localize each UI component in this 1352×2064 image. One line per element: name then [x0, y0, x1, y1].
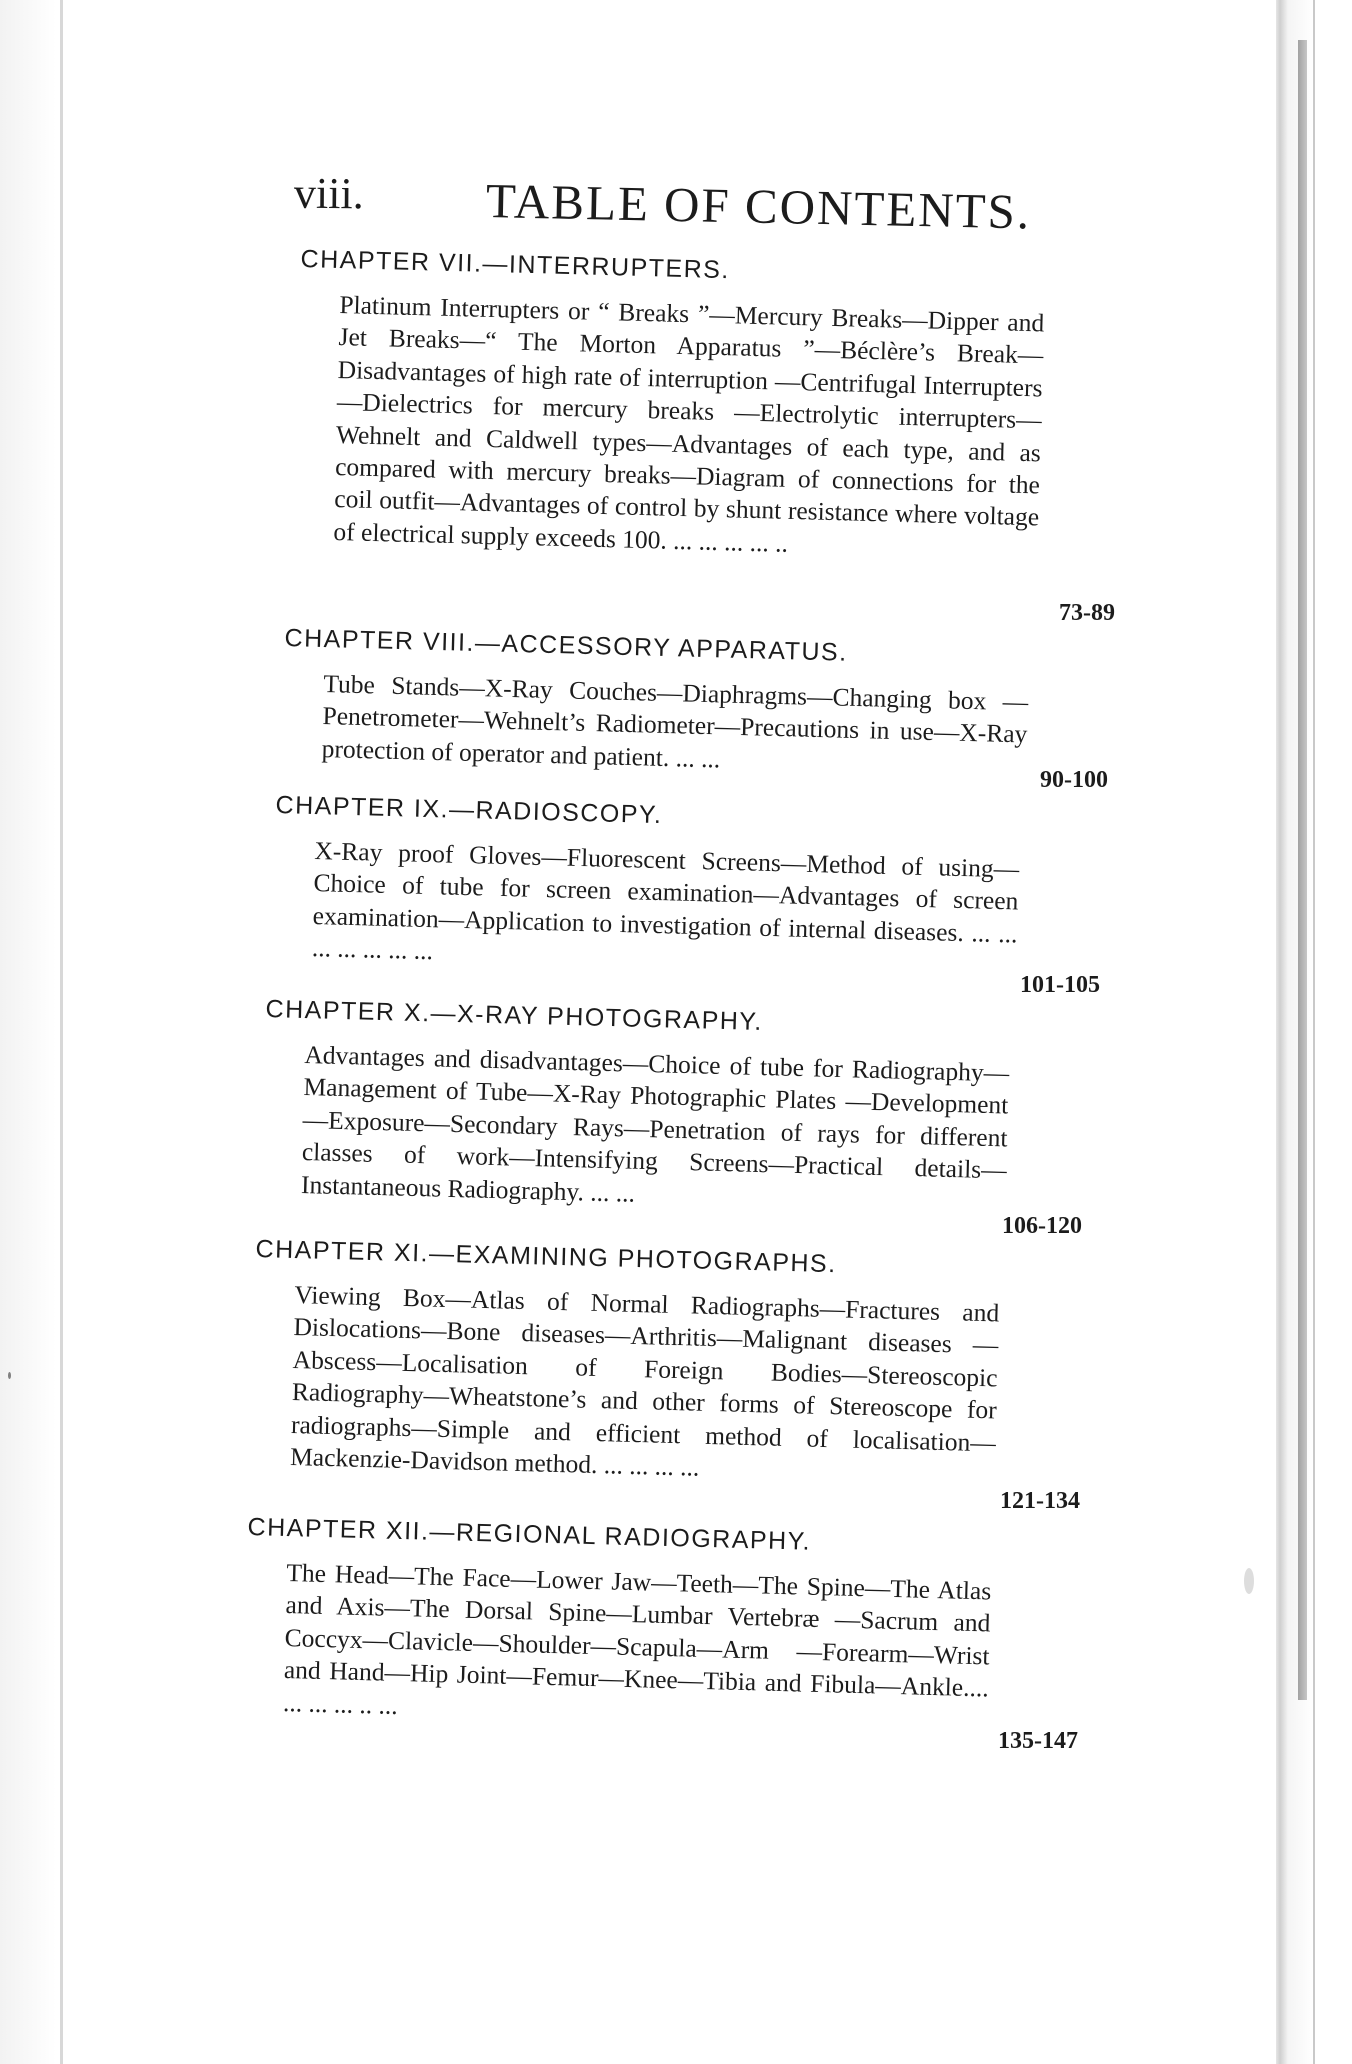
chapter-heading: CHAPTER IX.—RADIOSCOPY.	[275, 791, 663, 830]
chapter-entry-xii	[243, 1513, 993, 1737]
chapter-entry-viii	[281, 624, 1029, 784]
chapter-page-range: 101-105	[1020, 972, 1100, 998]
chapter-entry-xi	[250, 1235, 1001, 1492]
scan-left-margin	[0, 0, 56, 2064]
chapter-page-range: 106-120	[1002, 1213, 1082, 1239]
chapter-description: Viewing Box—Atlas of Normal Radiographs—Fractures and Dislocations—Bone diseases—Arthritis—Malignant diseases —Abscess—Localisation of Foreign Bodies—Stereoscopic Radiography—Wheatstone’s and other forms of Stereoscope for radiographs—Simple and efficient method of localisation—Mackenzie-Davidson method. ... ... ... ...	[289, 1280, 1000, 1482]
chapter-heading: CHAPTER VIII.—ACCESSORY APPARATUS.	[284, 624, 848, 667]
chapter-page-range: 73-89	[1059, 600, 1115, 626]
chapter-heading: CHAPTER XII.—REGIONAL RADIOGRAPHY.	[247, 1513, 812, 1556]
chapter-page-range: 90-100	[1040, 767, 1108, 793]
page-title: TABLE OF CONTENTS.	[485, 173, 1032, 240]
chapter-page-range: 135-147	[998, 1728, 1078, 1754]
scan-speck	[8, 1372, 11, 1379]
chapter-heading: CHAPTER XI.—EXAMINING PHOTOGRAPHS.	[255, 1235, 837, 1279]
chapter-description: X-Ray proof Gloves—Fluorescent Screens—Method of using—Choice of tube for screen examination—Advantages of screen examination—Application to investigation of internal diseases. ... ... ... ... ... ... ...	[311, 836, 1020, 966]
chapter-entry-vii	[293, 245, 1046, 567]
chapter-description: Platinum Interrupters or “ Breaks ”—Mercury Breaks—Dipper and Jet Breaks—“ The Morton Apparatus ”—Béclère’s Break—Disadvantages of high rate of interruption —Centrifugal Interrupters—Dielectrics for mercury breaks —Electrolytic interrupters—Wehnelt and Caldwell types—Advantages of each type, and as compared with mercury breaks—Diagram of connections for the coil outfit—Advantages of control by shunt resistance where voltage of electrical supply exceeds 100. ... ... ... ... ..	[333, 290, 1045, 558]
chapter-heading: CHAPTER VII.—INTERRUPTERS.	[300, 245, 731, 285]
page-edge-strip	[1298, 40, 1307, 1700]
chapter-description: Tube Stands—X-Ray Couches—Diaphragms—Changing box —Penetrometer—Wehnelt’s Radiometer—Precautions in use—X-Ray protection of operator and patient. ... ...	[321, 669, 1029, 774]
chapter-description: Advantages and disadvantages—Choice of tube for Radiography—Management of Tube—X-Ray Photographic Plates —Development—Exposure—Secondary Rays—Penetration of rays for different classes of work—Intensifying Screens—Practical details—Instantaneous Radiography. ... ...	[300, 1040, 1010, 1208]
chapter-page-range: 121-134	[1000, 1488, 1080, 1514]
page-number: viii.	[293, 168, 364, 219]
scan-speck	[1244, 1568, 1254, 1594]
page-fold-shadow	[1276, 0, 1313, 2064]
chapter-heading: CHAPTER X.—X-RAY PHOTOGRAPHY.	[265, 995, 764, 1037]
chapter-entry-ix	[271, 791, 1020, 983]
chapter-entry-x	[261, 995, 1011, 1219]
chapter-description: The Head—The Face—Lower Jaw—Teeth—The Spine—The Atlas and Axis—The Dorsal Spine—Lumbar Vertebræ —Sacrum and Coccyx—Clavicle—Shoulder—Scapula—Arm —Forearm—Wrist and Hand—Hip Joint—Femur—Knee—Tibia and Fibula—Ankle.... ... ... ... .. ...	[282, 1558, 992, 1720]
